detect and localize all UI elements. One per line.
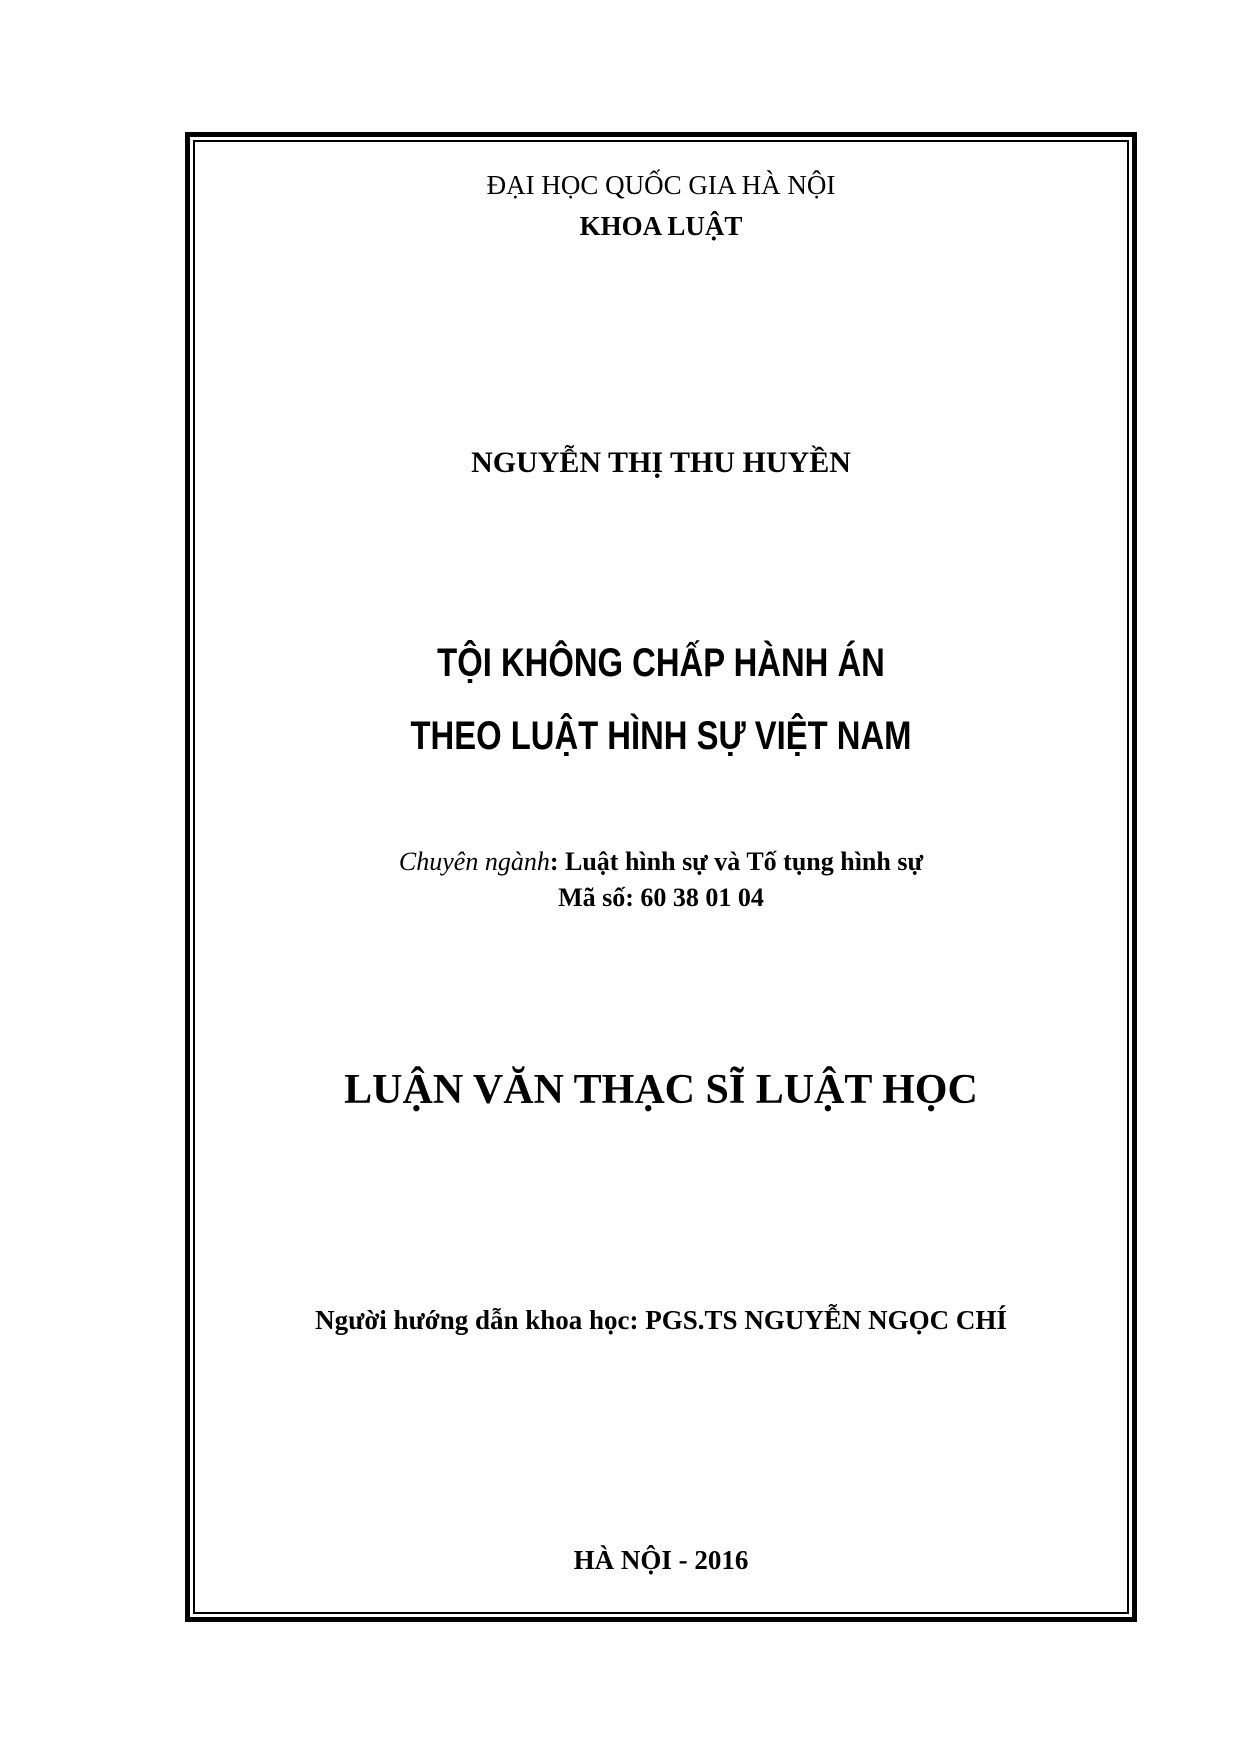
- faculty-name: KHOA LUẬT: [579, 211, 743, 241]
- thesis-title-line-2: THEO LUẬT HÌNH SỰ VIỆT NAM: [410, 714, 912, 758]
- specialty: [193, 847, 1129, 877]
- specialty-code: Mã số: 60 38 01 04: [558, 883, 764, 912]
- university-name: ĐẠI HỌC QUỐC GIA HÀ NỘI: [486, 170, 836, 200]
- degree-title: LUẬN VĂN THẠC SĨ LUẬT HỌC: [344, 1067, 978, 1113]
- place-year: HÀ NỘI - 2016: [573, 1545, 749, 1575]
- thesis-title-line-1: TỘI KHÔNG CHẤP HÀNH ÁN: [437, 641, 885, 685]
- advisor: Người hướng dẫn khoa học: PGS.TS NGUYỄN NGỌC CHÍ: [315, 1305, 1007, 1335]
- specialty-value: : Luật hình sự và Tố tụng hình sự: [549, 847, 924, 876]
- author-name: NGUYỄN THỊ THU HUYỀN: [471, 446, 851, 479]
- specialty-label: Chuyên ngành: [398, 847, 550, 876]
- page-border-inner: [193, 140, 1129, 1614]
